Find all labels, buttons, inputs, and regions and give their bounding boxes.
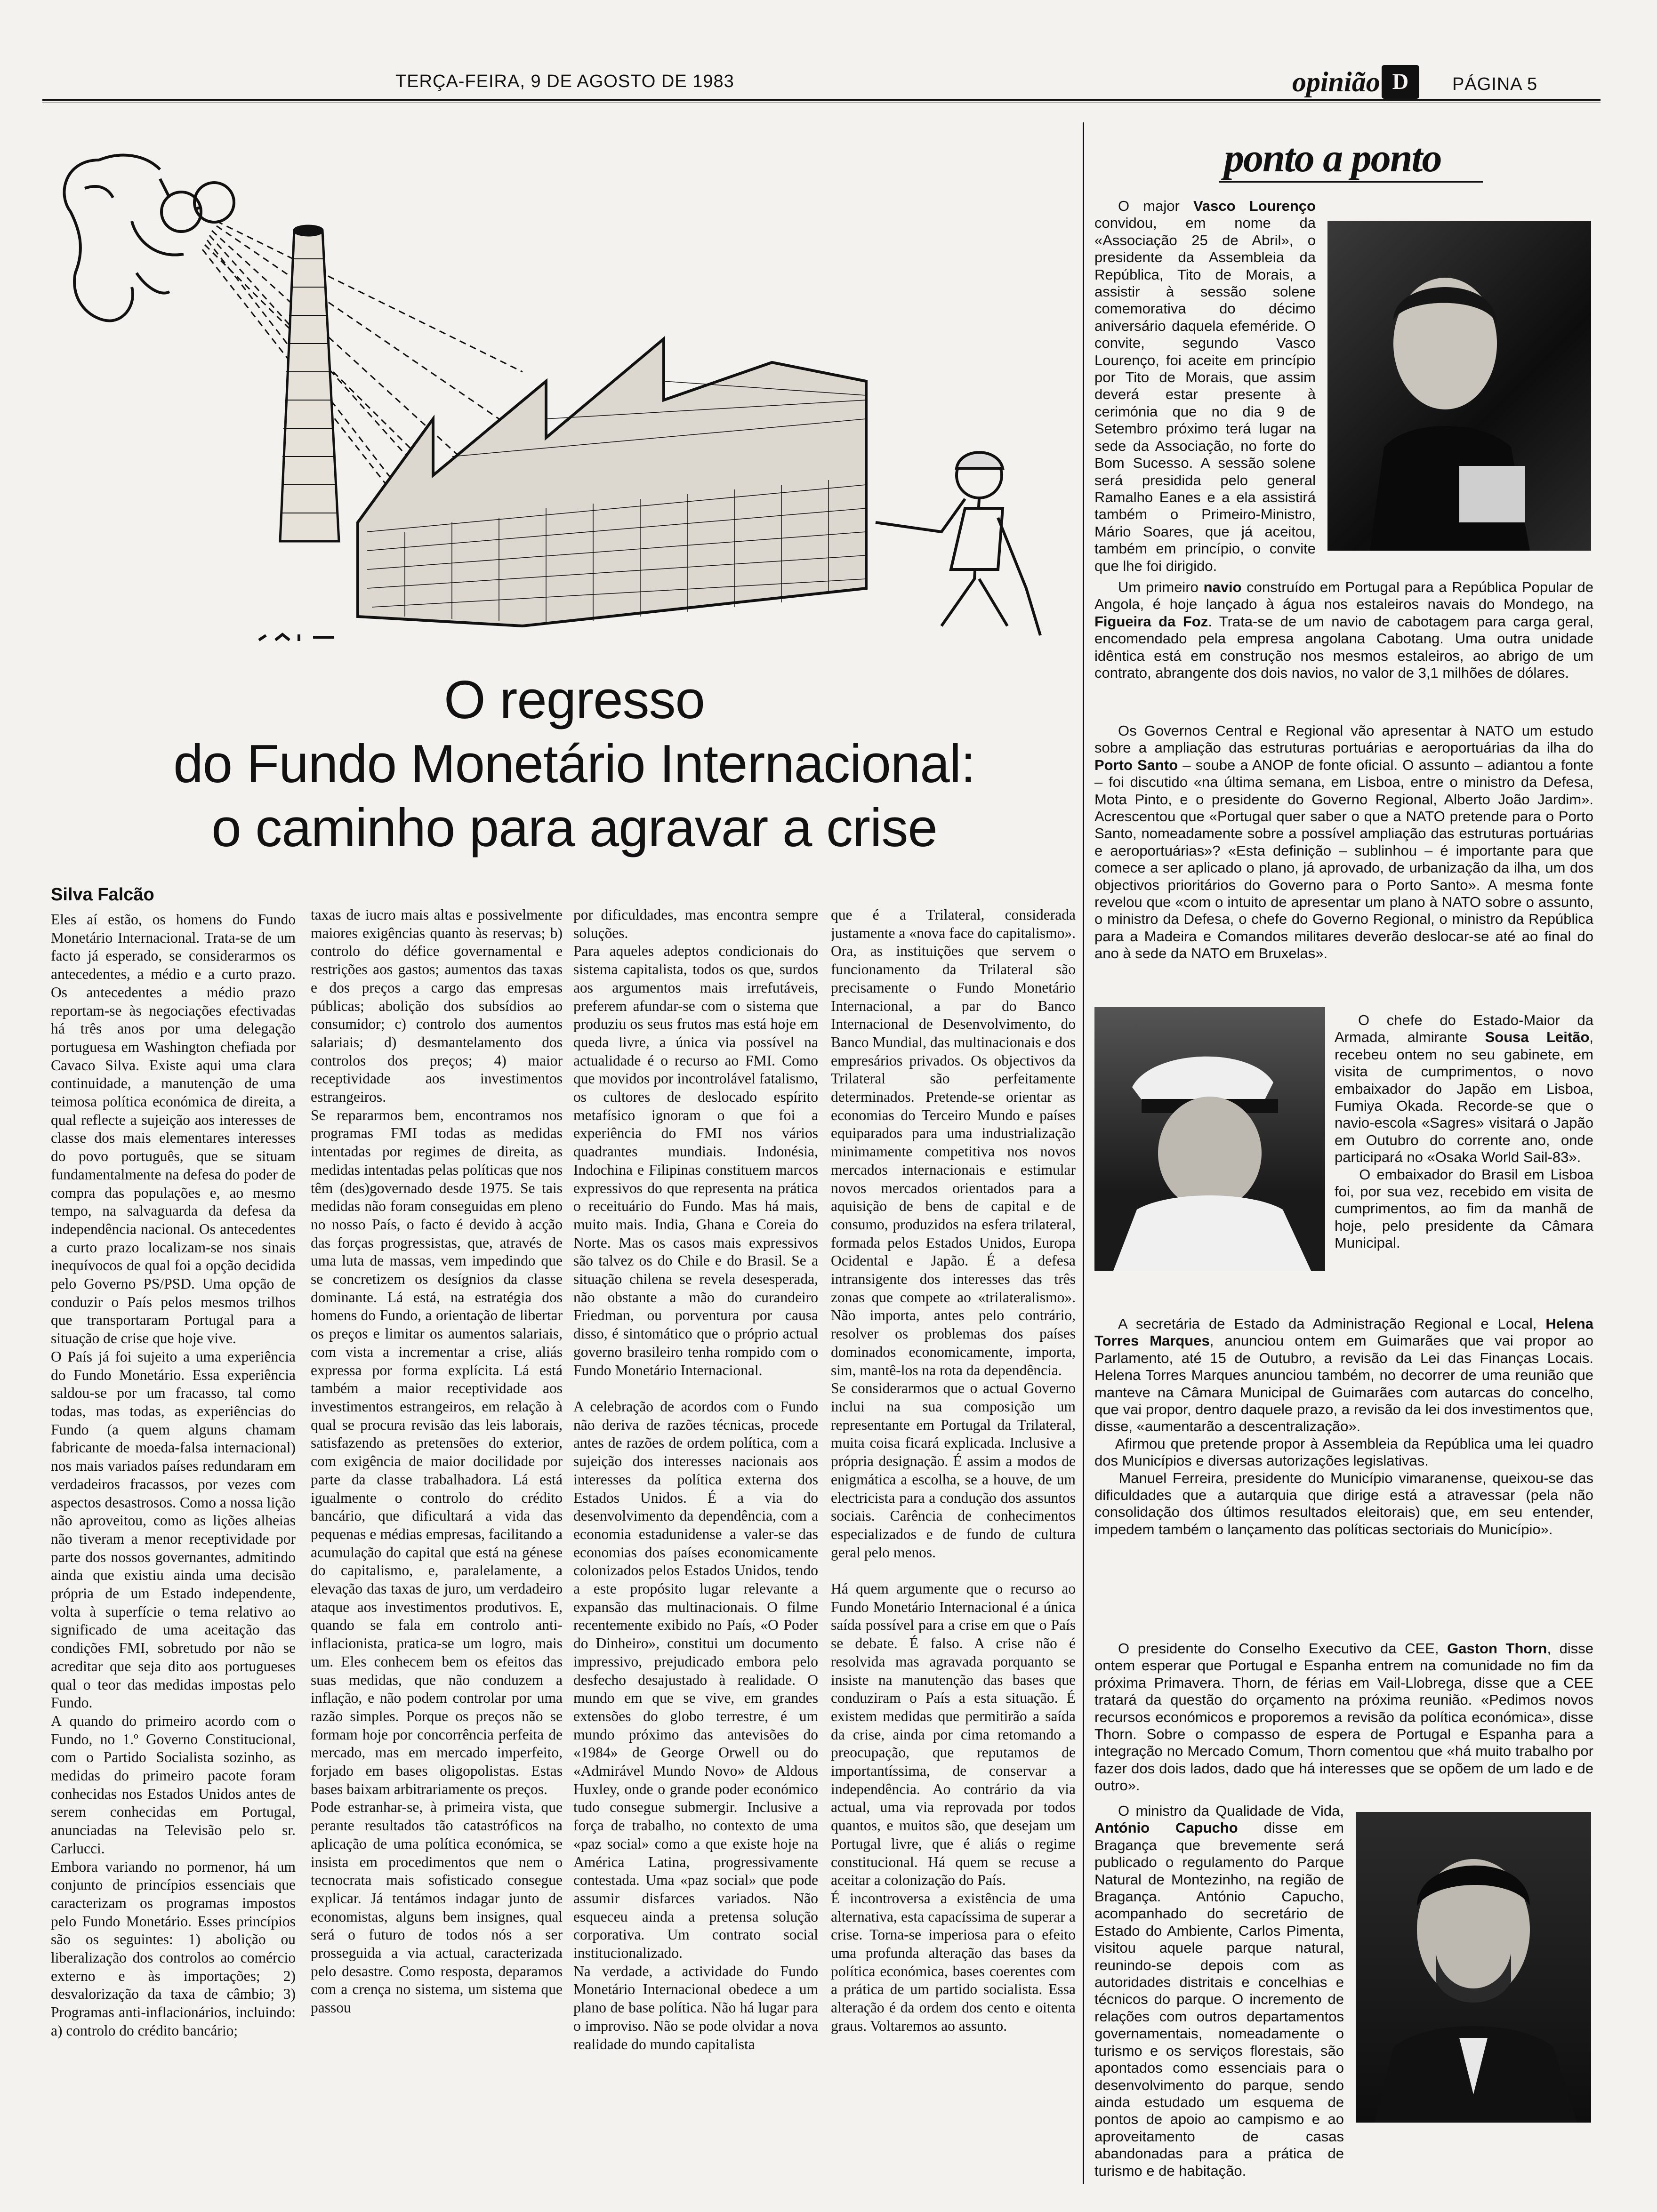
sidebar-item-porto-santo xyxy=(1094,722,1593,977)
article-column-1: Eles aí estão, os homens do Fundo Monetário Internacional. Trata-se de um facto já esperado, se considerarmos os antecedentes, a médio e a curto prazo. Os antecedentes a médio prazo reportam-se às negociações efectivadas há três anos por uma delegação portuguesa em Washington chefiada por Cavaco Silva. Existe aqui uma clara continuidade, a manutenção de uma teimosa política económica de direita, a qual reflecte a sujeição aos interesses de classe dos mais elementares interesses do povo português, que se situam fundamentalmente na defesa do poder de compra das populações e, ao mesmo tempo, na salvaguarda da defesa da independência nacional. Os antecedentes a curto prazo localizam-se nos sinais inequívocos de qual foi a opção decidida pelo Governo PS/PSD. Uma opção de conduzir o País pelos mesmos trilhos que transportaram Portugal para a situação de crise que hoje vive. O País já foi sujeito a uma experiência do Fundo Monetário. Essa experiência saldou-se por um fracasso, tal como todas, mas todas, as experiências do Fundo (a quem alguns chamam fabricante de moeda-falsa internacional) nos mais variados países redundaram em verdadeiros fracassos, por vezes com aspectos desastrosos. Como a nossa lição não aproveitou, como as lições alheias não tiveram a menor receptividade por parte dos nossos governantes, admitindo ainda que existiu ainda uma decisão própria de um Estado independente, volta à superfície o tema relativo ao significado de uma aceitação das condições FMI, sobretudo por não se acreditar que seja dito aos portugueses qual o teor das medidas impostas pelo Fundo. A quando do primeiro acordo com o Fundo, no 1.º Governo Constitucional, com o Partido Socialista sozinho, as medidas do primeiro pacote foram conhecidas nos Estados Unidos antes de serem conhecidas em Portugal, anunciadas na Televisão pelo sr. Carlucci. Embora variando no pormenor, há um conjunto de princípios essenciais que caracterizam os programas impostos pelo Fundo Monetário. Esses princípios são os seguintes: 1) abolição ou liberalização dos controlos ao comércio externo e às importações; 2) desvalorização da taxa de câmbio; 3) Programas anti-inflacionários, incluindo: a) controlo do crédito bancário; xyxy=(51,911,296,2039)
sidebar-item-text: O ministro da Qualidade de Vida, António Capucho disse em Bragança que brevemente será publicado o regulamento do Parque Natural de Montezinho, na região de Bragança. António Capucho, acompanhado do secretário de Estado do Ambiente, Carlos Pimenta, visitou aquele parque natural, reunindo-se depois com as autoridades distritais e concelhias e técnicos do parque. O incremento de relações com outros departamentos governamentais, nomeadamente o turismo e os serviços florestais, são apontados como essenciais para o desenvolvimento do parque, sendo ainda estudado um esquema de pontos de apoio ao campismo e ao aproveitamento de casas abandonadas para a prática de turismo e de habitação. xyxy=(1094,1803,1344,2179)
article-column-2: taxas de iucro mais altas e possivelmente maiores exigências quanto às reservas; b) controlo do défice governamental e restrições aos gastos; aumentos das taxas e dos preços a cargo das empresas públicas; abolição dos subsídios ao consumidor; c) controlo dos aumentos salariais; d) desmantelamento dos controlos dos preços; 4) maior receptividade aos investimentos estrangeiros. Se repararmos bem, encontramos nos programas FMI todas as medidas intentadas por regimes de direita, as medidas intentadas pelas políticas que nos têm (des)governado desde 1975. Se tais medidas não foram conseguidas em pleno no nosso País, o facto é devido à acção das forças progressistas, que, através de uma luta de massas, vem impedindo que se concretizem os desígnios da classe dominante. Lá está, na estratégia dos homens do Fundo, a orientação de libertar os preços e limitar os aumentos salariais, com vista a incrementar a crise, aliás expressa por forma explícita. Lá está também a maior receptividade aos investimentos estrangeiros, em relação à qual se procura revisão das leis laborais, satisfazendo as pretensões do exterior, com exigência de maior docilidade por parte da classe trabalhadora. Lá está igualmente o controlo do crédito bancário, que dificultará a vida das pequenas e médias empresas, facilitando a acumulação do capital que está na génese do capitalismo, e, paralelamente, a elevação das taxas de juro, um verdadeiro ataque aos investimentos produtivos. E, quando se fala em controlo anti-inflacionista, pratica-se um logro, mais um. Eles conhecem bem os efeitos das suas medidas, que não conduzem a inflação, e não podem controlar por uma razão simples. Porque os preços não se formam hoje por concorrência perfeita de mercado, mas em mercado imperfeito, forjado em bases oligopolistas. Estas bases baixam arbitrariamente os preços. Pode estranhar-se, à primeira vista, que perante resultados tão catastróficos na aplicação de uma política económica, se insista em procedimentos que nem o tecnocrata mais sofisticado consegue explicar. Já tentámos indagar junto de economistas, alguns bem insignes, qual será o futuro de todos nós a ser prosseguida a via actual, caracterizada pelo desastre. Como resposta, deparamos com a crença no sistema, um sistema que passou xyxy=(311,906,563,2016)
cartoon-illustration xyxy=(28,118,1064,659)
photo-vasco-lourenco xyxy=(1327,221,1591,551)
article-byline: Silva Falcão xyxy=(51,885,154,905)
factory-cartoon-icon xyxy=(28,118,1064,659)
section-title: opinião xyxy=(1292,66,1380,97)
article-column-4: que é a Trilateral, considerada justamente a «nova face do capitalismo». Ora, as instituições que servem o funcionamento da Trilateral são precisamente o Fundo Monetário Internacional, a par do Banco Internacional de Desenvolvimento, do Banco Mundial, das multinacionais e dos empresários privados. Os objectivos da Trilateral são perfeitamente determinados. Pretende-se orientar as economias do Terceiro Mundo e países equiparados para uma industrialização minimamente competitiva nos novos mercados internacionais e estimular novos mercados orientados para a aquisição de bens de capital e de consumo, produzidos na esfera trilateral, formada pelos Estados Unidos, Europa Ocidental e Japão. É a defesa intransigente dos interesses das três zonas que compete ao «trilateralismo». Não importa, antes pelo contrário, resolver os problemas dos países dominados economicamente, importa, sim, mantê-los na rota da dependência. Se considerarmos que o actual Governo inclui na sua composição um representante em Portugal da Trilateral, muita coisa ficará explicada. Inclusive a própria designação. É assim a modos de enigmática a escolha, se a houve, de um electricista para a condução dos assuntos sociais. Carência de conhecimentos especializados e de fundo de cultura geral pelo menos. Há quem argumente que o recurso ao Fundo Monetário Internacional é a única saída possível para a crise em que o País se debate. É falso. A crise não é resolvida mas agravada porquanto se insiste na manutenção das bases que conduziram o País a esta situação. É existem medidas que permitirão a saída da crise, ainda por cima retomando a preocupação, que reputamos de importantíssima, de conservar a independência. Ao contrário da via actual, uma via reprovada por todos quantos, e muitos são, que desejam um Portugal livre, que é aliás o regime constitucional. Há quem se recuse a aceitar a colonização do País. É incontroversa a existência de uma alternativa, esta capacíssima de superar a crise. Torna-se imperiosa para o efeito uma profunda alteração das bases da política económica, bases coerentes com a prática de um partido socialista. Essa alteração é da ordem dos cento e oitenta graus. Voltaremos ao assunto. xyxy=(831,906,1076,2034)
sidebar-item-text: O presidente do Conselho Executivo da CEE, Gaston Thorn, disse ontem esperar que Portugal e Espanha entrem na comunidade no fim da próxima Primavera. Thorn, de férias em Vail-Llobrega, disse que a CEE tratará da questão do orçamento na próxima reunião. «Pedimos novos recursos económicos e proporemos a revisão da política económica», disse Thorn. Sobre o compasso de espera de Portugal e Espanha para a integração no Mercado Comum, Thorn comentou que «há muito trabalho por fazer dos dois lados, dado que há interesses que se opõem de um lado e de outro». xyxy=(1094,1640,1593,1794)
article-headline xyxy=(94,668,1054,860)
sidebar-item-text: Os Governos Central e Regional vão apresentar à NATO um estudo sobre a ampliação das estruturas portuárias e aeroportuárias da ilha do Porto Santo – soube a ANOP de fonte oficial. O assunto – adiantou a fonte – foi discutido «na última semana, em Lisboa, entre o ministro da Defesa, Mota Pinto, e o presidente do Governo Regional, Alberto João Jardim». Acrescentou que «Portugal quer saber o que a NATO pretende para o Porto Santo, nomeadamente sobre a possível ampliação das estruturas portuárias e aeroportuárias»? «Esta definição – sublinhou – é importante para que comece a ser aplicado o plano, já aprovado, de urbanização da ilha, um dos objectivos prioritários do Governo para o Porto Santo». A mesma fonte revelou que «com o intuito de apresentar um plano à NATO sobre o assunto, o ministro da Defesa, o chefe do Governo Regional, o ministro da República para a Madeira e Comandos militares deverão deslocar-se até ao final do ano à sede da NATO em Bruxelas». xyxy=(1094,722,1593,962)
page-number: PÁGINA 5 xyxy=(1452,74,1538,94)
sidebar-item-text: Um primeiro navio construído em Portugal para a República Popular de Angola, é hoje lançado à água nos estaleiros navais do Mondego, na Figueira da Foz. Trata-se de um navio de cabotagem para carga geral, encomendado pela empresa angolana Cabotang. Uma outra unidade idêntica está em construção nos mesmos estaleiros, ao abrigo de um contrato, abrangente dos dois navios, no valor de 3,1 milhões de dólares. xyxy=(1094,579,1593,681)
headline-line-3: o caminho para agravar a crise xyxy=(211,798,937,858)
article-column-3: por dificuldades, mas encontra sempre soluções. Para aqueles adeptos condicionais do sistema capitalista, todos os que, surdos aos argumentos mais irrefutáveis, preferem afundar-se com o sistema que produziu os seus frutos mas está hoje em queda livre, a única via possível na actualidade é o recurso ao FMI. Como que movidos por incontrolável fatalismo, os cultores de deslocado espírito metafísico ignoram o que foi a experiência do FMI nos vários quadrantes mundiais. Indonésia, Indochina e Filipinas constituem marcos expressivos do que representa na prática o receituário do Fundo. Mas há mais, muito mais. India, Ghana e Coreia do Norte. Mas os casos mais expressivos são talvez os do Chile e do Brasil. Se a situação chilena se revela desesperada, não obstante a mão do curandeiro Friedman, ou porventura por causa disso, é sintomático que o próprio actual governo brasileiro tenha rompido com o Fundo Monetário Internacional. A celebração de acordos com o Fundo não deriva de razões técnicas, procede antes de razões de ordem política, com a sujeição dos interesses nacionais aos interesses da política externa dos Estados Unidos. É a via do desenvolvimento da dependência, com a economia estadunidense a valer-se das economias dos países economicamente colonizados pelos Estados Unidos, tendo a este propósito lugar relevante a expansão das multinacionais. O filme recentemente exibido no País, «O Poder do Dinheiro», constitui um documento impressivo, prejudicado embora pelo desfecho desajustado à realidade. O mundo em que se vive, em grandes extensões do globo terrestre, é um mundo próximo das antevisões do «1984» de George Orwell ou do «Admirável Mundo Novo» de Aldous Huxley, onde o grande poder económico tudo consegue submergir. Inclusive a força de trabalho, no contexto de uma «paz social» como a que existe hoje na América Latina, progressivamente contestada. Uma «paz social» que pode assumir disfarces variados. Não esqueceu ainda a pretensa solução corporativa. Um contrato social institucionalizado. Na verdade, a actividade do Fundo Monetário Internacional obedece a um plano de base política. Não há lugar para o improviso. Não se pode olvidar a nova realidade do mundo capitalista xyxy=(573,906,818,2052)
sidebar-item-gaston-thorn xyxy=(1094,1640,1593,1795)
header-date: TERÇA-FEIRA, 9 DE AGOSTO DE 1983 xyxy=(395,72,734,91)
sidebar-item-text: O chefe do Estado-Maior da Armada, almirante Sousa Leitão, recebeu ontem no seu gabinete, em visita de cumprimentos, o novo embaixador do Japão em Lisboa, Fumiya Okada. Recorde-se que o navio-escola «Sagres» visitará o Japão em Outubro do corrente ano, onde participará no «Osaka World Sail-83». O embaixador do Brasil em Lisboa foi, por sua vez, recebido em visita de cumprimentos, ao fim da manhã de hoje, pelo presidente da Câmara Municipal. xyxy=(1335,1012,1593,1251)
photo-sousa-leitao xyxy=(1094,1007,1325,1271)
photo-antonio-capucho xyxy=(1356,1812,1591,2123)
headline-line-2: do Fundo Monetário Internacional: xyxy=(173,734,975,794)
sidebar-item-text: A secretária de Estado da Administração Regional e Local, Helena Torres Marques, anunciou ontem em Guimarães que vai propor ao Parlamento, até 15 de Outubro, a revisão da Lei das Finanças Locais. Helena Torres Marques anunciou também, no decorrer de uma reunião que manteve na Câmara Municipal de Guimarães com autarcas do concelho, que vai propor, dentro daquele prazo, a revisão da lei dos investimentos que, disse, «aumentarão a descentralização». Afirmou que pretende propor à Assembleia da República uma lei quadro dos Municípios e diversas autorizações legislativas. Manuel Ferreira, presidente do Município vimaranense, queixou-se das dificuldades que a autarquia que dirige está a atravessar (pela não consolidação dos últimos resultados eleitorais) que, em seu entender, impedem também o lançamento das políticas sectoriais do Município». xyxy=(1094,1315,1593,1538)
column-divider xyxy=(1083,122,1084,2184)
sidebar-title: ponto a ponto xyxy=(1224,135,1441,180)
header-rule xyxy=(42,99,1601,101)
sidebar-item-antonio-capucho xyxy=(1094,1803,1344,2184)
sidebar-item-vasco-lourenco xyxy=(1094,198,1316,574)
headline-line-1: O regresso xyxy=(444,670,705,730)
newspaper-logo-icon: D xyxy=(1382,65,1419,99)
sidebar-item-sousa-leitao xyxy=(1335,1012,1593,1294)
sidebar-item-text: O major Vasco Lourenço convidou, em nome da «Associação 25 de Abril», o presidente da Assembleia da República, Tito de Morais, a assistir à sessão solene comemorativa do décimo aniversário daquela efeméride. O convite, segundo Vasco Lourenço, foi aceite em princípio por Tito de Morais, que assim deverá estar presente à cerimónia que no dia 9 de Setembro próximo terá lugar na sede da Associação, no forte do Bom Sucesso. A sessão solene será presidida pelo general Ramalho Eanes e a ela assistirá também o Primeiro-Ministro, Mário Soares, que já aceitou, também em princípio, o convite que lhe foi dirigido. xyxy=(1094,198,1316,574)
sidebar-item-helena-torres-marques xyxy=(1094,1315,1593,1635)
sidebar-item-navio xyxy=(1094,579,1593,720)
sidebar-title-underline xyxy=(1219,181,1483,183)
